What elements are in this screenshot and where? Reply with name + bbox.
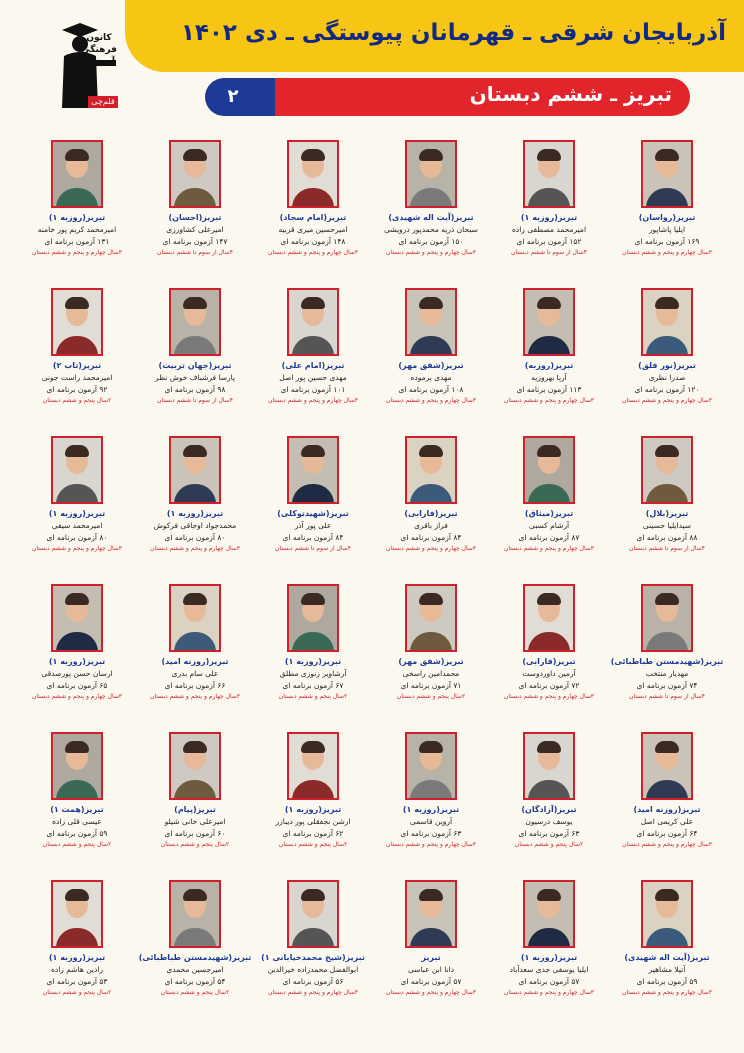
student-name: دانا ابن عباسی <box>407 965 454 974</box>
student-card <box>372 136 490 284</box>
student-photo <box>523 436 575 504</box>
student-name: امیرعلی خانی شیلو <box>164 817 226 826</box>
student-exams: ۱۵۲ آزمون برنامه ای <box>516 237 582 246</box>
student-name: یوسف درسیون <box>525 817 573 826</box>
student-school: تبریز(روزبه ۱) <box>48 213 106 222</box>
student-school: تبریز(امام سجاد) <box>279 213 347 222</box>
student-years: ۳سال چهارم و پنجم و ششم دبستان <box>31 545 123 552</box>
page-number-band <box>205 78 275 116</box>
student-years: ۳سال چهارم و پنجم و ششم دبستان <box>503 397 595 404</box>
student-exams: ۱۵۰ آزمون برنامه ای <box>398 237 464 246</box>
student-name: ایلیا پاشاپور <box>648 225 686 234</box>
student-school: تبریز(شهیدمستن طباطبائی) <box>610 657 724 666</box>
student-name: ارسان حسن پورصدقی <box>41 669 113 678</box>
student-card <box>254 284 372 432</box>
student-name: ابوالفضل محمدزاده خیرالدین <box>267 965 359 974</box>
student-photo <box>51 584 103 652</box>
student-years: ۳سال چهارم و پنجم و ششم دبستان <box>503 693 595 700</box>
student-exams: ۵۳ آزمون برنامه ای <box>46 977 108 986</box>
student-card <box>372 876 490 1024</box>
student-card <box>136 580 254 728</box>
student-name: فراز باقری <box>414 521 448 530</box>
student-years: ۲سال پنجم و ششم دبستان <box>514 841 584 848</box>
student-exams: ۹۸ آزمون برنامه ای <box>164 385 226 394</box>
student-name: امیرحسین میری قربیه <box>278 225 348 234</box>
student-school: تبریز(روزنه امید) <box>633 805 701 814</box>
student-name: آرشام کسبی <box>528 521 570 530</box>
student-card <box>490 876 608 1024</box>
student-school: تبریز(فارابی) <box>522 657 576 666</box>
student-exams: ۷۲ آزمون برنامه ای <box>518 681 580 690</box>
student-photo <box>287 584 339 652</box>
student-card <box>18 136 136 284</box>
student-name: علی سام بدری <box>171 669 219 678</box>
student-school: تبریز <box>421 953 441 962</box>
student-photo <box>51 880 103 948</box>
student-name: مهدی حسین پور اصل <box>279 373 347 382</box>
student-years: ۳سال چهارم و پنجم و ششم دبستان <box>31 249 123 256</box>
student-photo <box>405 288 457 356</box>
logo-text: کانون فرهنگی آموزش <box>81 33 117 67</box>
student-exams: ۵۷ آزمون برنامه ای <box>518 977 580 986</box>
student-school: تبریز(شهیدمستن طباطبائی) <box>138 953 252 962</box>
student-exams: ۵۹ آزمون برنامه ای <box>46 829 108 838</box>
student-school: تبریز(روزبه ۱) <box>284 657 342 666</box>
student-school: تبریز(فارابی) <box>404 509 458 518</box>
student-photo <box>51 436 103 504</box>
student-exams: ۵۴ آزمون برنامه ای <box>164 977 226 986</box>
student-exams: ۱۴۷ آزمون برنامه ای <box>162 237 228 246</box>
subtitle-band <box>260 78 690 116</box>
student-card <box>136 728 254 876</box>
student-years: ۳سال چهارم و پنجم و ششم دبستان <box>385 397 477 404</box>
student-years: ۳سال چهارم و پنجم و ششم دبستان <box>267 989 359 996</box>
student-years: ۴سال از سوم تا ششم دبستان <box>628 693 705 700</box>
student-card <box>372 284 490 432</box>
student-card <box>254 432 372 580</box>
student-name: رادین هاشم زاده <box>50 965 104 974</box>
student-card <box>254 728 372 876</box>
student-name: سبحان ذریه محمدپور درویشی <box>384 225 478 234</box>
student-card <box>608 136 726 284</box>
student-card <box>18 580 136 728</box>
student-exams: ۱۱۳ آزمون برنامه ای <box>516 385 582 394</box>
student-name: آتیلا مشاهیر <box>648 965 686 974</box>
student-school: تبریز(شیخ محمدخیابانی ۱) <box>261 953 365 962</box>
student-years: ۴سال از سوم تا ششم دبستان <box>274 545 351 552</box>
student-card <box>372 728 490 876</box>
student-photo <box>287 140 339 208</box>
student-school: تبریز(آیت اله شهیدی) <box>388 213 474 222</box>
student-name: آروین قاسمی <box>409 817 453 826</box>
student-years: ۳سال چهارم و پنجم و ششم دبستان <box>621 841 713 848</box>
student-card <box>608 432 726 580</box>
student-school: تبریز(تاب ۲) <box>52 361 102 370</box>
student-school: تبریز(روزبه) <box>524 361 574 370</box>
student-photo <box>405 140 457 208</box>
student-years: ۴سال از سوم تا ششم دبستان <box>510 249 587 256</box>
student-school: تبریز(احسان) <box>168 213 222 222</box>
student-exams: ۵۷ آزمون برنامه ای <box>400 977 462 986</box>
student-photo <box>523 732 575 800</box>
student-years: ۳سال چهارم و پنجم و ششم دبستان <box>385 249 477 256</box>
student-exams: ۸۰ آزمون برنامه ای <box>164 533 226 542</box>
student-name: امیرحسین محمدی <box>166 965 224 974</box>
student-exams: ۵۹ آزمون برنامه ای <box>636 977 698 986</box>
student-exams: ۶۲ آزمون برنامه ای <box>282 829 344 838</box>
student-school: تبریز(شفق مهر) <box>398 361 464 370</box>
student-school: تبریز(روزبه ۱) <box>48 657 106 666</box>
student-photo <box>287 288 339 356</box>
student-card <box>490 432 608 580</box>
student-name: مهدیار منتخب <box>645 669 689 678</box>
student-exams: ۸۷ آزمون برنامه ای <box>518 533 580 542</box>
student-school: تبریز(روزنه امید) <box>161 657 229 666</box>
student-photo <box>405 584 457 652</box>
students-grid <box>18 136 726 1024</box>
student-years: ۲سال پنجم و ششم دبستان <box>396 693 466 700</box>
page-subtitle: تبریز ـ ششم دبستان <box>469 82 672 106</box>
student-name: آریا بهروزیه <box>531 373 567 382</box>
student-photo <box>405 436 457 504</box>
student-exams: ۱۰۱ آزمون برنامه ای <box>280 385 346 394</box>
student-years: ۴سال از سوم تا ششم دبستان <box>156 397 233 404</box>
student-name: آرمین داوردوست <box>522 669 576 678</box>
student-years: ۳سال چهارم و پنجم و ششم دبستان <box>385 545 477 552</box>
student-card <box>372 432 490 580</box>
student-years: ۲سال پنجم و ششم دبستان <box>160 989 230 996</box>
student-school: تبریز(آیت اله شهیدی) <box>624 953 710 962</box>
student-school: تبریز(روزبه ۱) <box>520 213 578 222</box>
student-years: ۳سال چهارم و پنجم و ششم دبستان <box>267 249 359 256</box>
student-exams: ۱۰۸ آزمون برنامه ای <box>398 385 464 394</box>
student-photo <box>523 288 575 356</box>
student-photo <box>169 140 221 208</box>
student-years: ۳سال چهارم و پنجم و ششم دبستان <box>267 397 359 404</box>
page-title: آذربایجان شرقی ـ قهرمانان پیوستگی ـ دی ۱۴۰۲ <box>180 20 726 46</box>
student-years: ۳سال چهارم و پنجم و ششم دبستان <box>385 841 477 848</box>
student-card <box>490 284 608 432</box>
student-years: ۳سال چهارم و پنجم و ششم دبستان <box>503 989 595 996</box>
student-exams: ۶۳ آزمون برنامه ای <box>400 829 462 838</box>
student-exams: ۶۶ آزمون برنامه ای <box>164 681 226 690</box>
student-card <box>608 728 726 876</box>
student-card <box>254 580 372 728</box>
student-photo <box>405 880 457 948</box>
student-school: تبریز(جهان تربیت) <box>158 361 232 370</box>
student-years: ۳سال چهارم و پنجم و ششم دبستان <box>385 989 477 996</box>
student-name: محمدامین راسخی <box>402 669 460 678</box>
student-card <box>136 136 254 284</box>
student-card <box>18 876 136 1024</box>
student-school: تبریز(روزبه ۱) <box>48 953 106 962</box>
student-school: تبریز(روزبه ۱) <box>520 953 578 962</box>
student-exams: ۶۵ آزمون برنامه ای <box>46 681 108 690</box>
student-years: ۴سال از سوم تا ششم دبستان <box>628 545 705 552</box>
student-card <box>136 876 254 1024</box>
student-exams: ۱۴۸ آزمون برنامه ای <box>280 237 346 246</box>
student-card <box>490 136 608 284</box>
student-card <box>608 284 726 432</box>
student-exams: ۸۴ آزمون برنامه ای <box>282 533 344 542</box>
student-exams: ۹۲ آزمون برنامه ای <box>46 385 108 394</box>
student-name: امیرعلی کشاورزی <box>166 225 224 234</box>
student-school: تبریز(نور فلق) <box>638 361 696 370</box>
student-name: امیرمحمد مصطفی زاده <box>511 225 587 234</box>
student-years: ۳سال چهارم و پنجم و ششم دبستان <box>31 693 123 700</box>
student-school: تبریز(میثاق) <box>524 509 574 518</box>
student-photo <box>287 880 339 948</box>
student-school: تبریز(آزادگان) <box>521 805 577 814</box>
student-photo <box>169 288 221 356</box>
student-photo <box>169 732 221 800</box>
student-photo <box>641 288 693 356</box>
student-card <box>18 728 136 876</box>
student-name: محمدجواد اوجاقی فرکوش <box>153 521 237 530</box>
student-card <box>608 580 726 728</box>
student-name: آرشاویر زنوزی مطلق <box>279 669 347 678</box>
student-name: ایلیا یوسفی جدی سعدآباد <box>509 965 589 974</box>
student-name: علی کریمی اصل <box>640 817 694 826</box>
student-years: ۲سال پنجم و ششم دبستان <box>160 841 230 848</box>
student-name: امیرمحمد کریم پور خامنه <box>37 225 117 234</box>
student-name: امیرمحمد راست جونی <box>41 373 113 382</box>
student-exams: ۱۶۹ آزمون برنامه ای <box>634 237 700 246</box>
student-name: پارسا فرشباف خوش نظر <box>154 373 236 382</box>
student-photo <box>51 288 103 356</box>
student-school: تبریز(روزبه ۱) <box>48 509 106 518</box>
student-name: عیسی قلی زاده <box>52 817 102 826</box>
student-school: تبریز(رواسان) <box>638 213 696 222</box>
student-years: ۲سال پنجم و ششم دبستان <box>42 841 112 848</box>
student-photo <box>51 140 103 208</box>
student-school: تبریز(شفق مهر) <box>398 657 464 666</box>
student-photo <box>641 436 693 504</box>
student-school: تبریز(پیام) <box>174 805 216 814</box>
student-card <box>372 580 490 728</box>
student-school: تبریز(همت ۱) <box>50 805 104 814</box>
student-years: ۳سال چهارم و پنجم و ششم دبستان <box>621 249 713 256</box>
student-years: ۲سال پنجم و ششم دبستان <box>278 841 348 848</box>
student-card <box>18 284 136 432</box>
student-exams: ۸۰ آزمون برنامه ای <box>46 533 108 542</box>
student-years: ۳سال چهارم و پنجم و ششم دبستان <box>503 545 595 552</box>
student-photo <box>51 732 103 800</box>
student-school: تبریز(شهیدتوکلی) <box>277 509 349 518</box>
student-years: ۲سال پنجم و ششم دبستان <box>278 693 348 700</box>
student-years: ۳سال چهارم و پنجم و ششم دبستان <box>149 545 241 552</box>
student-card <box>136 284 254 432</box>
student-card <box>490 728 608 876</box>
student-exams: ۱۲۰ آزمون برنامه ای <box>634 385 700 394</box>
student-photo <box>523 880 575 948</box>
student-photo <box>169 436 221 504</box>
student-card <box>254 136 372 284</box>
student-exams: ۵۶ آزمون برنامه ای <box>282 977 344 986</box>
student-name: امیرمحمد سیفی <box>51 521 103 530</box>
logo-badge: قلم‌چی <box>88 96 118 108</box>
student-exams: ۷۴ آزمون برنامه ای <box>636 681 698 690</box>
student-photo <box>641 584 693 652</box>
student-exams: ۸۸ آزمون برنامه ای <box>636 533 698 542</box>
student-photo <box>287 732 339 800</box>
student-exams: ۶۳ آزمون برنامه ای <box>518 829 580 838</box>
student-photo <box>641 140 693 208</box>
student-photo <box>405 732 457 800</box>
student-name: علی پور آذر <box>294 521 332 530</box>
student-photo <box>169 584 221 652</box>
student-years: ۴سال از سوم تا ششم دبستان <box>156 249 233 256</box>
student-name: صدرا نظری <box>648 373 686 382</box>
page-number: ۲ <box>227 86 239 107</box>
student-exams: ۶۴ آزمون برنامه ای <box>636 829 698 838</box>
student-name: ارشن نجفقلی پور دیبازر <box>275 817 351 826</box>
student-school: تبریز(بلال) <box>645 509 689 518</box>
student-card <box>136 432 254 580</box>
student-exams: ۶۰ آزمون برنامه ای <box>164 829 226 838</box>
student-card <box>608 876 726 1024</box>
title-band <box>125 0 744 72</box>
student-photo <box>169 880 221 948</box>
student-photo <box>523 584 575 652</box>
student-exams: ۷۱ آزمون برنامه ای <box>400 681 462 690</box>
student-years: ۲سال پنجم و ششم دبستان <box>42 989 112 996</box>
student-years: ۳سال چهارم و پنجم و ششم دبستان <box>149 693 241 700</box>
student-card <box>490 580 608 728</box>
student-years: ۳سال چهارم و پنجم و ششم دبستان <box>621 989 713 996</box>
student-card <box>254 876 372 1024</box>
student-photo <box>641 732 693 800</box>
student-name: مهدی برموده <box>410 373 452 382</box>
student-photo <box>641 880 693 948</box>
student-card <box>18 432 136 580</box>
student-years: ۲سال پنجم و ششم دبستان <box>42 397 112 404</box>
student-school: تبریز(امام علی) <box>281 361 345 370</box>
student-school: تبریز(روزبه ۱) <box>166 509 224 518</box>
student-school: تبریز(روزبه ۱) <box>402 805 460 814</box>
student-photo <box>287 436 339 504</box>
student-name: سیدایلیا حسینی <box>642 521 692 530</box>
student-school: تبریز(روزبه ۱) <box>284 805 342 814</box>
student-exams: ۶۷ آزمون برنامه ای <box>282 681 344 690</box>
student-exams: ۱۳۱ آزمون برنامه ای <box>44 237 110 246</box>
student-years: ۳سال چهارم و پنجم و ششم دبستان <box>621 397 713 404</box>
page-header <box>0 0 744 125</box>
student-photo <box>523 140 575 208</box>
student-exams: ۸۴ آزمون برنامه ای <box>400 533 462 542</box>
